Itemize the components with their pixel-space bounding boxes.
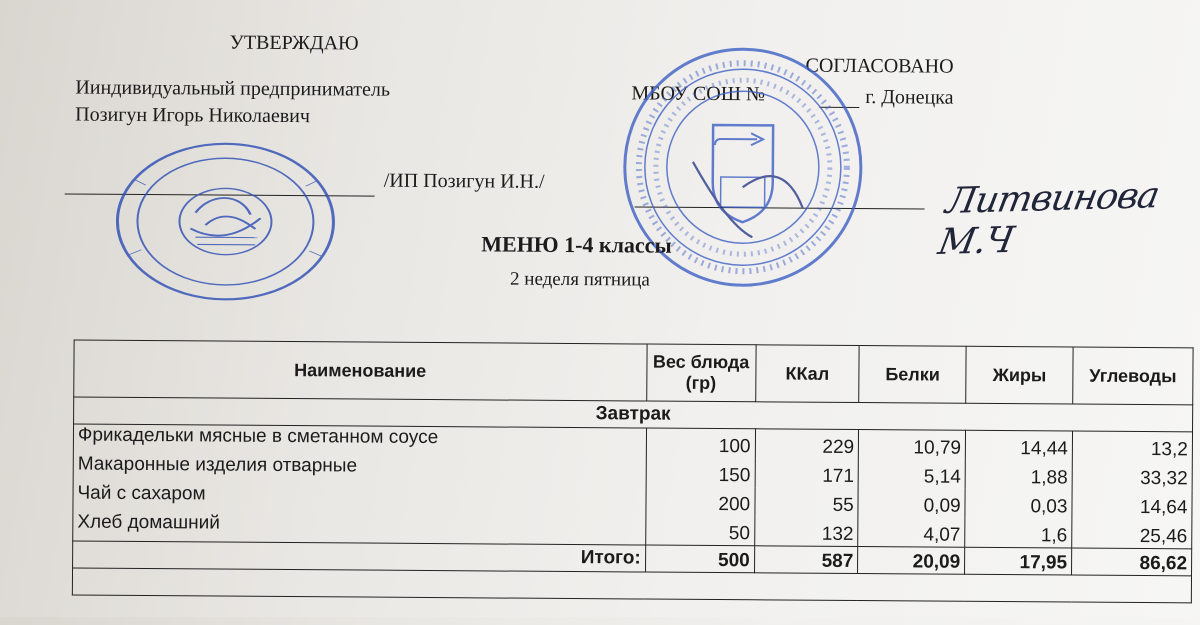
header-weight: Вес блюда (гр) <box>646 344 755 402</box>
total-carbs: 86,62 <box>1072 548 1192 576</box>
dish-fat: 1,6 <box>965 518 1072 548</box>
total-kcal: 587 <box>754 546 858 574</box>
total-label: Итого: <box>73 541 646 572</box>
agreement-org: МБОУ СОШ № <box>631 82 765 106</box>
dish-kcal: 55 <box>755 487 859 517</box>
approval-heading: УТВЕРЖДАЮ <box>230 32 359 56</box>
dish-weight: 150 <box>646 458 755 488</box>
approval-name: Позигун Игорь Николаевич <box>75 104 310 129</box>
table-header-row <box>74 340 1193 405</box>
dish-carbs: 14,64 <box>1072 489 1192 519</box>
header-fat: Жиры <box>966 346 1073 404</box>
menu-title: МЕНЮ 1-4 классы <box>481 231 672 258</box>
approval-signer: /ИП Позигун И.Н./ <box>384 170 545 194</box>
approval-position: Ииндивидуальный предприниматель <box>75 77 390 102</box>
dish-protein: 5,14 <box>858 459 965 489</box>
entrepreneur-stamp-icon <box>110 141 341 303</box>
menu-table <box>72 340 1194 604</box>
handwritten-signature: Литвинова М.Ч <box>935 174 1200 263</box>
dish-kcal: 229 <box>755 429 859 459</box>
dish-fat: 0,03 <box>965 489 1072 519</box>
dish-protein: 0,09 <box>858 488 965 518</box>
header-name: Наименование <box>74 340 647 401</box>
dish-protein: 10,79 <box>859 430 966 460</box>
dish-kcal: 171 <box>755 458 859 488</box>
dish-fat: 1,88 <box>965 460 1072 490</box>
dish-name: Макаронные изделия отварные <box>73 454 646 487</box>
dish-kcal: 132 <box>754 516 858 546</box>
header-protein: Белки <box>859 346 966 404</box>
agreement-city: г. Донецка <box>865 86 953 110</box>
dish-carbs: 13,2 <box>1072 431 1192 461</box>
dish-carbs: 25,46 <box>1072 518 1192 548</box>
header-kcal: ККал <box>755 345 859 403</box>
dish-name: Фрикадельки мясные в сметанном соусе <box>73 424 646 457</box>
dish-protein: 4,07 <box>858 517 965 547</box>
dish-weight: 50 <box>645 516 754 546</box>
total-weight: 500 <box>645 545 754 573</box>
dish-weight: 100 <box>646 428 755 458</box>
dish-carbs: 33,32 <box>1072 460 1192 490</box>
dish-name: Чай с сахаром <box>73 483 646 516</box>
menu-subtitle: 2 неделя пятница <box>510 269 650 292</box>
dish-weight: 200 <box>645 487 754 517</box>
header-carbs: Углеводы <box>1073 347 1193 405</box>
agreement-heading: СОГЛАСОВАНО <box>805 55 953 79</box>
dish-name: Хлеб домашний <box>73 512 646 545</box>
total-fat: 17,95 <box>965 547 1072 575</box>
total-protein: 20,09 <box>858 547 965 575</box>
section-label: Завтрак <box>74 397 1193 432</box>
dish-fat: 14,44 <box>965 430 1072 460</box>
